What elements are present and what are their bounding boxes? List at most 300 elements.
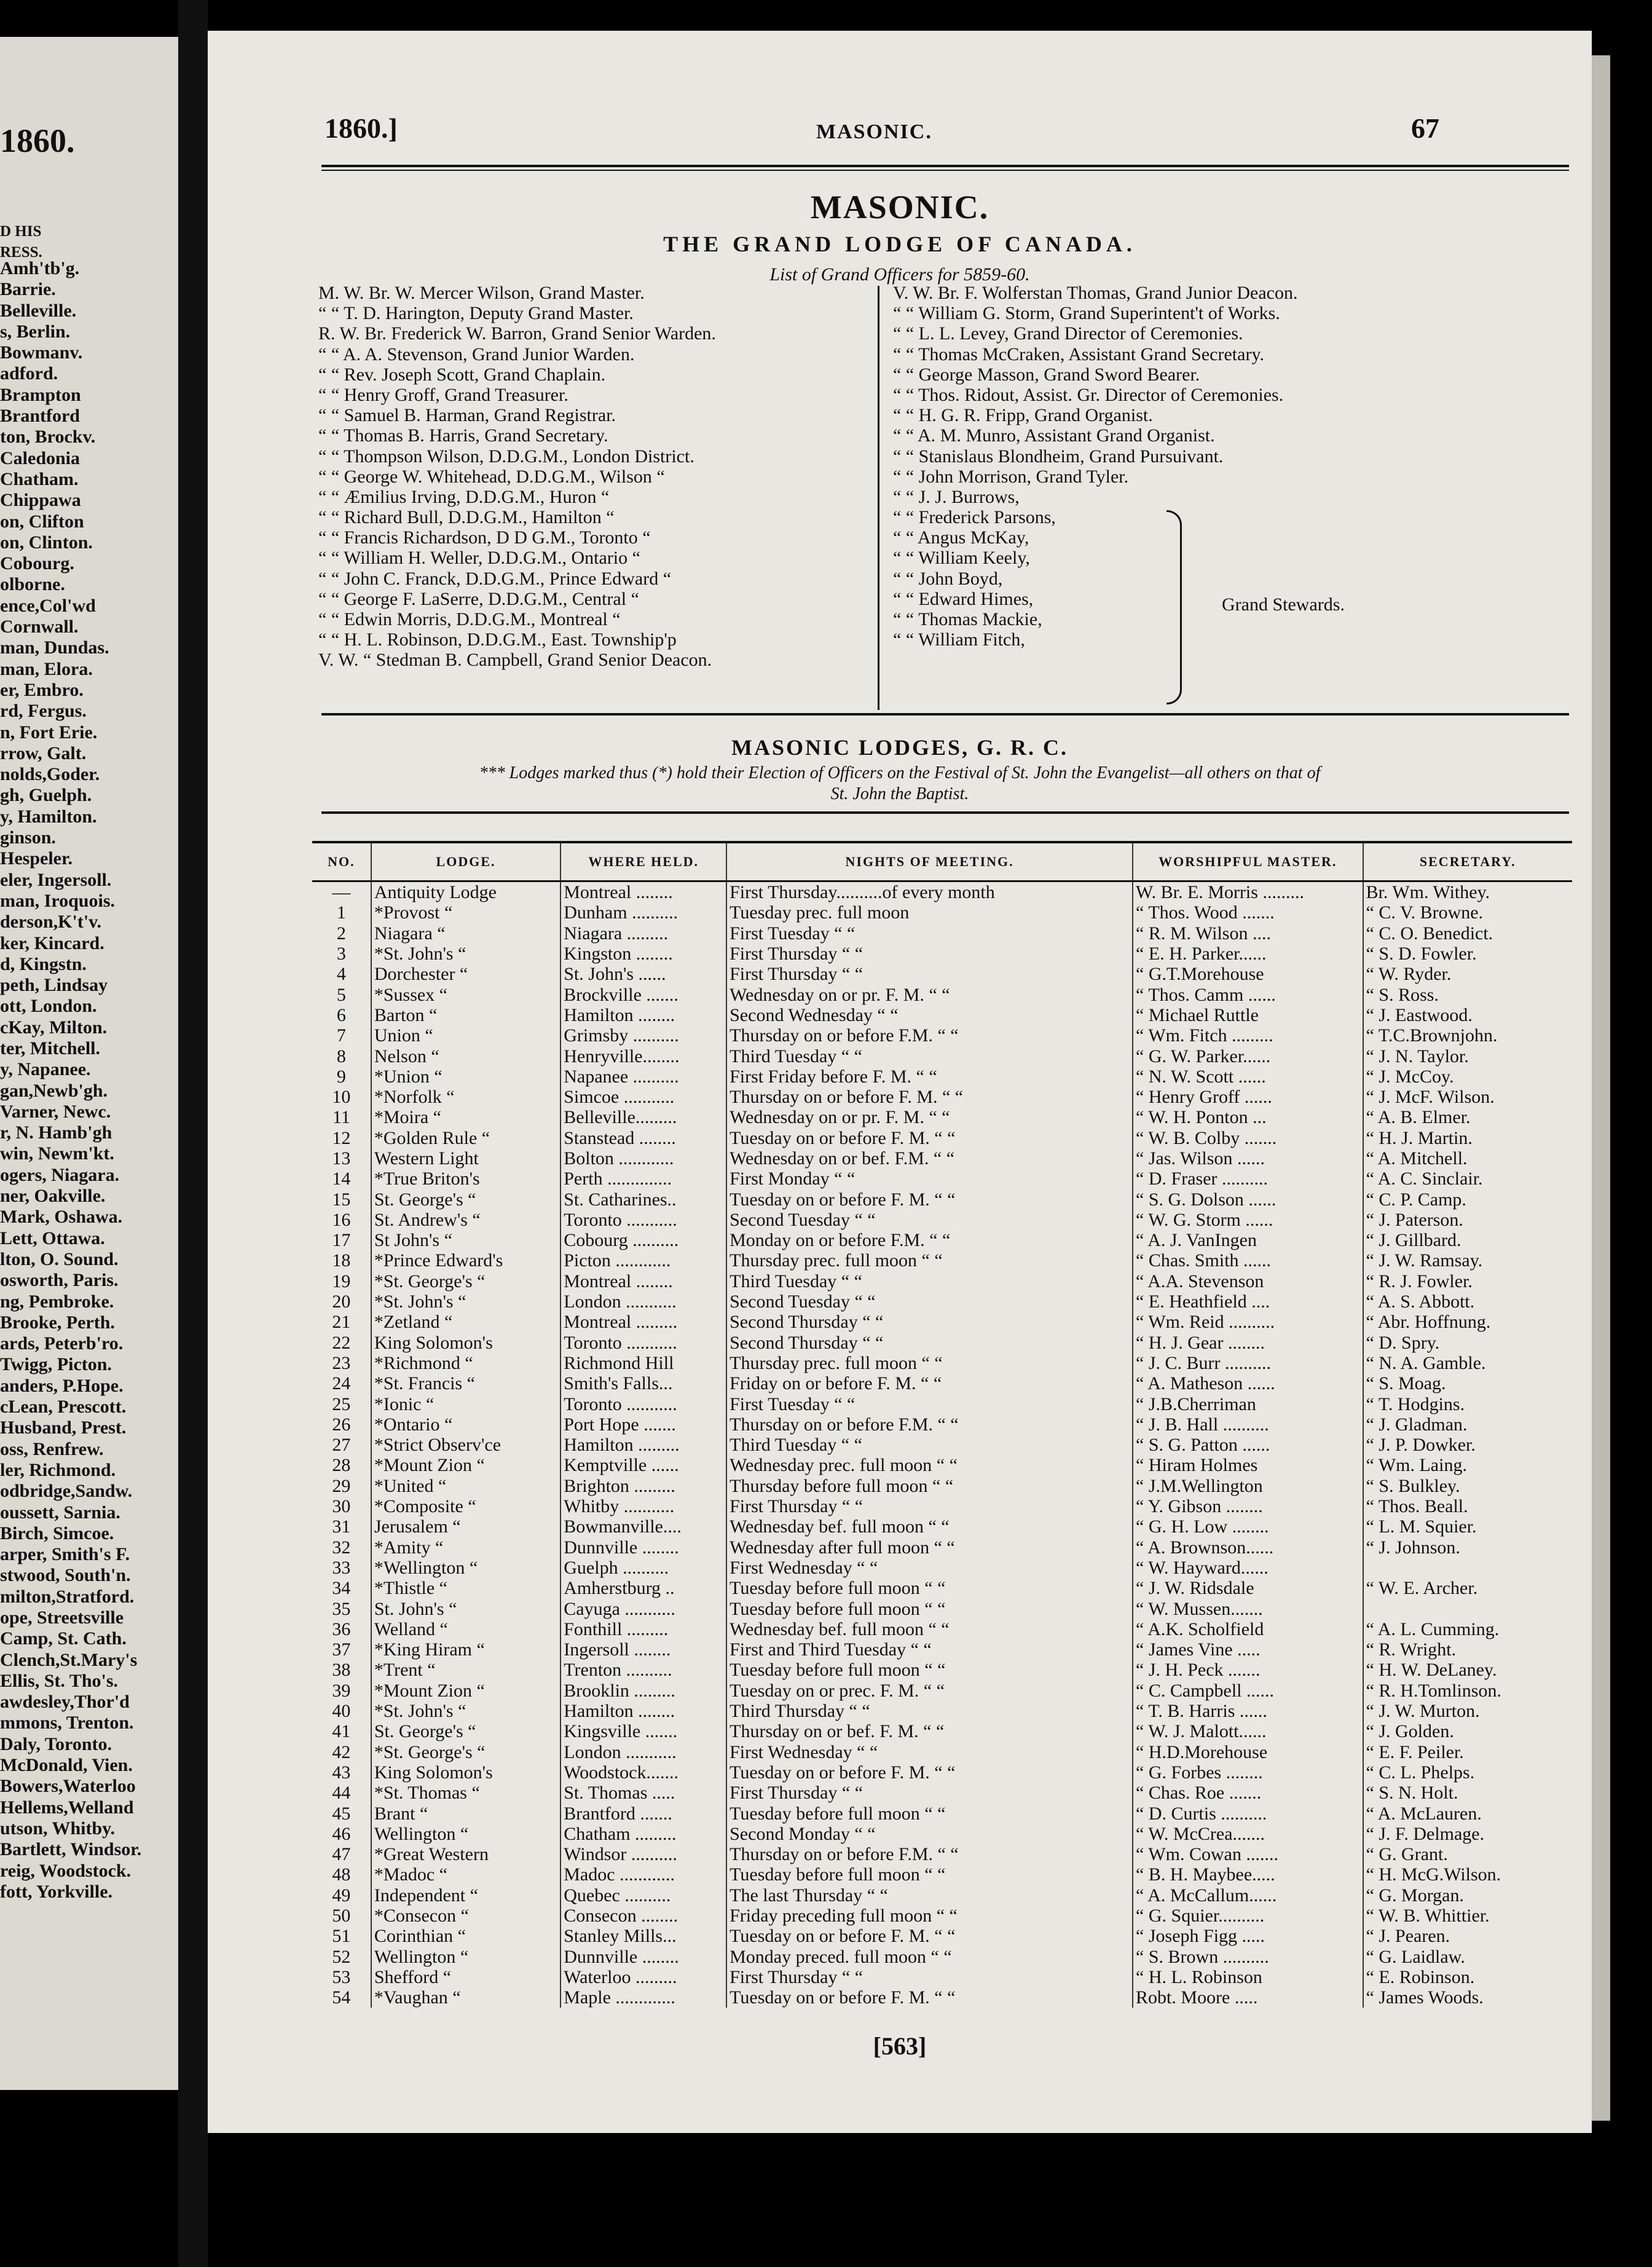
lodges-note: *** Lodges marked thus (*) hold their Election of Officers on the Festival of St. John the Evangelist—all others on that of (479, 763, 1321, 783)
lodge-secretary: “ A. L. Cumming. (1363, 1619, 1572, 1639)
lodge-number: 21 (332, 1312, 351, 1333)
lodge-master: “ J. B. Hall .......... (1133, 1414, 1363, 1435)
facing-page-row: Hespeler. (0, 848, 73, 869)
table-row (312, 1189, 1572, 1209)
lodge-meeting-night: Thursday prec. full moon “ “ (726, 1250, 1133, 1271)
page-subtitle: THE GRAND LODGE OF CANADA. (663, 232, 1136, 256)
book-page (208, 31, 1592, 2133)
lodge-number: 37 (332, 1639, 351, 1660)
lodge-location: Madoc ............ (560, 1864, 726, 1885)
lodge-meeting-night: Second Wednesday “ “ (726, 1005, 1133, 1025)
table-row (312, 1250, 1572, 1271)
grand-stewards-label: Grand Stewards. (1222, 594, 1345, 615)
officer-line: “ “ Thompson Wilson, D.D.G.M., London District. (318, 446, 694, 467)
lodge-location: Port Hope ....... (560, 1414, 726, 1435)
lodge-number: 33 (332, 1557, 351, 1578)
lodge-meeting-night: Wednesday on or pr. F. M. “ “ (726, 984, 1133, 1004)
lodge-name: Antiquity Lodge (371, 881, 560, 903)
table-row (312, 1312, 1572, 1332)
table-row (312, 1414, 1572, 1435)
lodge-number: 53 (332, 1966, 351, 1987)
facing-page-row: adford. (0, 363, 58, 384)
facing-page-row: cLean, Prescott. (0, 1397, 127, 1417)
lodge-location: Trenton .......... (560, 1660, 726, 1680)
lodge-meeting-night: Monday on or before F.M. “ “ (726, 1230, 1133, 1250)
table-row (312, 1598, 1572, 1618)
lodge-name: Dorchester “ (371, 964, 560, 984)
lodge-meeting-night: Tuesday on or before F. M. “ “ (726, 1128, 1133, 1148)
lodge-number: 3 (336, 944, 346, 964)
lodge-name: Jerusalem “ (371, 1516, 560, 1537)
lodge-master: “ G.T.Morehouse (1133, 964, 1363, 984)
table-header-row (312, 842, 1572, 881)
lodge-number: 8 (336, 1046, 346, 1066)
lodge-number: 12 (332, 1127, 351, 1148)
facing-page-row: Twigg, Picton. (0, 1354, 112, 1375)
lodge-master: “ Jas. Wilson ...... (1133, 1148, 1363, 1169)
facing-page-column (0, 258, 141, 1902)
facing-page-row: lton, O. Sound. (0, 1248, 119, 1269)
table-row (312, 984, 1572, 1004)
facing-page-row: y, Hamilton. (0, 806, 97, 827)
lodge-secretary: “ J. Pearen. (1363, 1926, 1572, 1946)
lodge-location: St. Thomas ..... (560, 1783, 726, 1803)
lodge-meeting-night: Third Tuesday “ “ (726, 1271, 1133, 1291)
facing-page-row: peth, Lindsay (0, 975, 108, 996)
facing-page-fragment (0, 37, 178, 2090)
lodge-secretary: “ J. Gillbard. (1363, 1230, 1572, 1250)
lodge-secretary: “ C. P. Camp. (1363, 1189, 1572, 1209)
lodge-secretary: “ James Woods. (1363, 1987, 1572, 2008)
table-top-rule (321, 811, 1569, 814)
lodge-number: 18 (332, 1250, 351, 1271)
facing-page-row: Brooke, Perth. (0, 1312, 115, 1333)
lodge-number: 45 (332, 1803, 351, 1824)
lodge-location: Toronto ........... (560, 1210, 726, 1230)
lodges-table (312, 841, 1572, 2008)
table-row (312, 1230, 1572, 1250)
facing-page-row: d, Kingstn. (0, 953, 87, 974)
running-head-title: MASONIC. (816, 120, 932, 143)
lodge-meeting-night: Third Tuesday “ “ (726, 1046, 1133, 1066)
lodge-name: *Composite “ (371, 1496, 560, 1516)
officers-list-left (318, 283, 716, 671)
facing-page-row: Clench,St.Mary's (0, 1649, 138, 1670)
lodge-location: London ........... (560, 1291, 726, 1312)
lodge-master: “ H. L. Robinson (1133, 1967, 1363, 1987)
header-secretary: SECRETARY. (1363, 842, 1572, 881)
lodge-master: “ Joseph Figg ..... (1133, 1926, 1363, 1946)
lodge-location: Niagara ......... (560, 923, 726, 944)
lodge-name: *Great Western (371, 1844, 560, 1864)
lodge-number: 16 (332, 1209, 351, 1230)
lodge-secretary (1363, 1598, 1572, 1618)
facing-page-row: er, Embro. (0, 679, 84, 700)
header-lodge: LODGE. (371, 842, 560, 881)
lodge-master: “ A.A. Stevenson (1133, 1271, 1363, 1291)
officer-line: “ “ Frederick Parsons, (893, 507, 1056, 528)
lodge-number: — (332, 882, 351, 903)
table-row (312, 923, 1572, 944)
lodge-name: Western Light (371, 1148, 560, 1169)
lodge-meeting-night: Thursday on or bef. F. M. “ “ (726, 1721, 1133, 1741)
facing-page-row: ner, Oakville. (0, 1186, 106, 1207)
facing-page-row: Brampton (0, 384, 81, 405)
lodge-secretary: “ W. B. Whittier. (1363, 1906, 1572, 1926)
lodge-location: Hamilton ......... (560, 1435, 726, 1455)
officer-line: “ “ William Keely, (893, 548, 1030, 569)
lodge-name: King Solomon's (371, 1762, 560, 1783)
lodge-location: Chatham ......... (560, 1824, 726, 1844)
officer-line: “ “ Angus McKay, (893, 527, 1029, 548)
lodge-number: 23 (332, 1352, 351, 1373)
lodge-meeting-night: Friday preceding full moon “ “ (726, 1906, 1133, 1926)
table-row (312, 1046, 1572, 1066)
header-rule (321, 165, 1569, 167)
lodge-secretary: “ Abr. Hoffnung. (1363, 1312, 1572, 1332)
lodge-master: “ G. H. Low ........ (1133, 1516, 1363, 1537)
lodges-table-body (312, 881, 1572, 2008)
lodge-meeting-night: Thursday on or before F.M. “ “ (726, 1414, 1133, 1435)
lodge-secretary: “ E. F. Peiler. (1363, 1741, 1572, 1762)
lodge-location: Montreal ......... (560, 1312, 726, 1332)
lodge-location: Dunham .......... (560, 902, 726, 923)
lodge-secretary: “ S. Bulkley. (1363, 1476, 1572, 1496)
lodge-number: 19 (332, 1271, 351, 1291)
lodge-name: Welland “ (371, 1619, 560, 1639)
lodge-location: Amherstburg .. (560, 1578, 726, 1598)
officer-line: “ “ T. D. Harington, Deputy Grand Master. (318, 303, 634, 324)
lodge-number: 49 (332, 1885, 351, 1906)
lodge-meeting-night: Monday preced. full moon “ “ (726, 1946, 1133, 1966)
facing-page-row: gh, Guelph. (0, 785, 92, 806)
table-row (312, 1639, 1572, 1660)
lodge-master: “ W. G. Storm ...... (1133, 1210, 1363, 1230)
lodge-master: “ W. Hayward...... (1133, 1558, 1363, 1578)
officer-line: “ “ Edward Himes, (893, 588, 1034, 609)
lodge-location: Cayuga ........... (560, 1598, 726, 1618)
lodge-name: St. George's “ (371, 1189, 560, 1209)
officer-line: “ “ H. L. Robinson, D.D.G.M., East. Township'p (318, 629, 677, 650)
lodge-secretary: “ J. P. Dowker. (1363, 1435, 1572, 1455)
lodge-master: “ G. Squier.......... (1133, 1906, 1363, 1926)
lodge-name: *Provost “ (371, 902, 560, 923)
lodge-name: *Zetland “ (371, 1312, 560, 1332)
table-row (312, 1394, 1572, 1414)
lodge-location: Toronto ........... (560, 1333, 726, 1353)
lodge-name: *St. John's “ (371, 1291, 560, 1312)
lodge-name: *Vaughan “ (371, 1987, 560, 2008)
lodge-master: Robt. Moore ..... (1133, 1987, 1363, 2008)
lodge-master: “ H. J. Gear ........ (1133, 1333, 1363, 1353)
lodge-master: “ C. Campbell ...... (1133, 1681, 1363, 1701)
lodge-meeting-night: First Thursday “ “ (726, 944, 1133, 964)
lodge-meeting-night: Wednesday on or bef. F.M. “ “ (726, 1148, 1133, 1169)
lodge-secretary: “ J. W. Murton. (1363, 1701, 1572, 1721)
lodge-name: *Prince Edward's (371, 1250, 560, 1271)
table-row (312, 1455, 1572, 1475)
lodge-master: “ Thos. Camm ...... (1133, 984, 1363, 1004)
facing-page-row: Cornwall. (0, 617, 79, 637)
lodge-location: Guelph .......... (560, 1558, 726, 1578)
lodge-meeting-night: First Tuesday “ “ (726, 1394, 1133, 1414)
lodge-master: “ A. Matheson ...... (1133, 1373, 1363, 1394)
header-no: NO. (312, 842, 371, 881)
facing-page-row: eler, Ingersoll. (0, 869, 112, 890)
lodge-name: *Richmond “ (371, 1353, 560, 1373)
facing-page-row: Bowmanv. (0, 342, 83, 363)
lodge-name: *Golden Rule “ (371, 1128, 560, 1148)
lodge-master: “ E. H. Parker...... (1133, 944, 1363, 964)
lodge-location: St. Catharines.. (560, 1189, 726, 1209)
lodge-number: 1 (336, 902, 346, 923)
facing-page-row: Bartlett, Windsor. (0, 1839, 142, 1860)
lodge-master: “ A. J. VanIngen (1133, 1230, 1363, 1250)
lodge-name: *Union “ (371, 1066, 560, 1087)
officer-line: “ “ Rev. Joseph Scott, Grand Chaplain. (318, 364, 606, 385)
lodge-master: “ S. Brown .......... (1133, 1946, 1363, 1966)
lodge-number: 11 (332, 1107, 350, 1128)
table-row (312, 1906, 1572, 1926)
lodge-location: St. John's ...... (560, 964, 726, 984)
facing-page-row: utson, Whitby. (0, 1818, 116, 1839)
table-row (312, 1987, 1572, 2008)
lodge-secretary: “ C. L. Phelps. (1363, 1762, 1572, 1783)
lodge-secretary: “ W. Ryder. (1363, 964, 1572, 984)
table-row (312, 1537, 1572, 1558)
lodge-meeting-night: First Thursday..........of every month (726, 881, 1133, 903)
lodge-name: King Solomon's (371, 1333, 560, 1353)
lodge-number: 20 (332, 1291, 351, 1312)
table-row (312, 1946, 1572, 1966)
table-row (312, 1107, 1572, 1127)
table-row (312, 1578, 1572, 1598)
officer-line: “ “ A. A. Stevenson, Grand Junior Warden. (318, 344, 635, 365)
lodge-name: *Mount Zion “ (371, 1455, 560, 1475)
facing-page-row: on, Clifton (0, 511, 84, 532)
lodge-master: “ J.M.Wellington (1133, 1476, 1363, 1496)
facing-page-row: man, Dundas. (0, 637, 109, 658)
facing-page-row: win, Newm'kt. (0, 1143, 114, 1164)
lodge-secretary: “ R. H.Tomlinson. (1363, 1681, 1572, 1701)
stewards-brace (1166, 510, 1182, 704)
folio-number: [563] (873, 2032, 927, 2060)
lodge-number: 7 (336, 1025, 346, 1046)
officer-line: “ “ Francis Richardson, D D G.M., Toronto “ (318, 527, 651, 548)
lodge-number: 26 (332, 1414, 351, 1435)
lodge-name: St John's “ (371, 1230, 560, 1250)
facing-page-row: Amh'tb'g. (0, 258, 80, 278)
lodge-location: Brooklin ......... (560, 1681, 726, 1701)
table-row (312, 1967, 1572, 1987)
facing-page-row: man, Iroquois. (0, 890, 116, 911)
lodge-location: Montreal ........ (560, 1271, 726, 1291)
lodge-secretary: “ J. N. Taylor. (1363, 1046, 1572, 1066)
lodge-location: Hamilton ........ (560, 1701, 726, 1721)
facing-heading-line: D HIS (0, 223, 42, 240)
lodge-secretary: “ E. Robinson. (1363, 1967, 1572, 1987)
lodge-master: “ Hiram Holmes (1133, 1455, 1363, 1475)
lodge-number: 41 (332, 1721, 351, 1742)
lodge-secretary: “ A. McLauren. (1363, 1803, 1572, 1823)
facing-page-row: ler, Richmond. (0, 1459, 116, 1480)
lodge-location: Kingsville ....... (560, 1721, 726, 1741)
lodge-master: “ A. Brownson...... (1133, 1537, 1363, 1558)
lodge-name: Nelson “ (371, 1046, 560, 1066)
lodge-secretary: “ C. O. Benedict. (1363, 923, 1572, 944)
lodge-number: 30 (332, 1496, 351, 1517)
facing-page-row: ogers, Niagara. (0, 1164, 120, 1185)
lodge-name: St. John's “ (371, 1598, 560, 1618)
lodge-master: “ A.K. Scholfield (1133, 1619, 1363, 1639)
lodge-name: *St. George's “ (371, 1271, 560, 1291)
lodge-location: Toronto ........... (560, 1394, 726, 1414)
facing-page-year: 1860. (0, 122, 75, 159)
facing-page-row: awdesley,Thor'd (0, 1692, 130, 1713)
lodge-meeting-night: First Wednesday “ “ (726, 1558, 1133, 1578)
lodge-meeting-night: First Wednesday “ “ (726, 1741, 1133, 1762)
lodge-secretary: “ S. N. Holt. (1363, 1783, 1572, 1803)
lodge-name: *Ontario “ (371, 1414, 560, 1435)
lodge-secretary: “ G. Morgan. (1363, 1885, 1572, 1906)
lodge-name: *St. Thomas “ (371, 1783, 560, 1803)
facing-page-row: milton,Stratford. (0, 1586, 135, 1607)
lodge-master: “ D. Fraser .......... (1133, 1169, 1363, 1189)
lodge-location: Dunnville ........ (560, 1537, 726, 1558)
table-row (312, 1681, 1572, 1701)
officer-line: “ “ William H. Weller, D.D.G.M., Ontario “ (318, 548, 640, 569)
lodge-meeting-night: First Friday before F. M. “ “ (726, 1066, 1133, 1087)
table-row (312, 1476, 1572, 1496)
table-row (312, 1701, 1572, 1721)
lodge-master: “ Henry Groff ...... (1133, 1087, 1363, 1107)
lodge-secretary: “ J. McF. Wilson. (1363, 1087, 1572, 1107)
facing-page-row: arper, Smith's F. (0, 1544, 130, 1565)
lodge-number: 40 (332, 1701, 351, 1722)
officer-line: “ “ John Boyd, (893, 568, 1003, 589)
facing-page-row: Caledonia (0, 447, 81, 468)
lodge-location: Hamilton ........ (560, 1005, 726, 1025)
table-row (312, 1885, 1572, 1906)
lodge-master: W. Br. E. Morris ......... (1133, 881, 1363, 903)
lodge-meeting-night: Tuesday on or before F. M. “ “ (726, 1189, 1133, 1209)
header-where: WHERE HELD. (560, 842, 726, 881)
facing-page-row: Birch, Simcoe. (0, 1523, 114, 1544)
lodge-number: 14 (332, 1169, 351, 1189)
lodge-location: Brantford ....... (560, 1803, 726, 1823)
officer-line: “ “ Thos. Ridout, Assist. Gr. Director of Ceremonies. (893, 384, 1284, 405)
lodge-secretary: “ R. Wright. (1363, 1639, 1572, 1660)
lodge-number: 10 (332, 1087, 351, 1108)
table-row (312, 1619, 1572, 1639)
lodge-number: 44 (332, 1783, 351, 1804)
lodge-master: “ Y. Gibson ........ (1133, 1496, 1363, 1516)
lodge-secretary: “ R. J. Fowler. (1363, 1271, 1572, 1291)
lodge-location: Ingersoll ........ (560, 1639, 726, 1660)
lodge-master: “ G. Forbes ........ (1133, 1762, 1363, 1783)
officer-line: “ “ Richard Bull, D.D.G.M., Hamilton “ (318, 507, 615, 528)
lodge-secretary: “ J. Golden. (1363, 1721, 1572, 1741)
facing-page-row: ton, Brockv. (0, 427, 96, 447)
lodge-name: Brant “ (371, 1803, 560, 1823)
lodge-location: Dunnville ........ (560, 1946, 726, 1966)
table-row (312, 1353, 1572, 1373)
lodge-secretary: “ J. Paterson. (1363, 1210, 1572, 1230)
facing-page-row: cKay, Milton. (0, 1017, 108, 1038)
lodge-location: Kingston ........ (560, 944, 726, 964)
lodge-number: 35 (332, 1598, 351, 1619)
officer-line: M. W. Br. W. Mercer Wilson, Grand Master. (318, 283, 645, 303)
lodge-master: “ James Vine ..... (1133, 1639, 1363, 1660)
lodge-name: Corinthian “ (371, 1926, 560, 1946)
lodge-number: 15 (332, 1189, 351, 1210)
table-row (312, 1824, 1572, 1844)
officers-caption: List of Grand Officers for 5859-60. (769, 264, 1030, 285)
officer-line: “ “ Thomas McCraken, Assistant Grand Secretary. (893, 344, 1264, 365)
officers-divider (878, 286, 879, 710)
lodge-name: *Consecon “ (371, 1906, 560, 1926)
lodges-heading: MASONIC LODGES, G. R. C. (731, 735, 1069, 760)
facing-page-row: Husband, Prest. (0, 1417, 127, 1438)
lodge-master: “ W. H. Ponton ... (1133, 1107, 1363, 1127)
lodge-location: Bowmanville.... (560, 1516, 726, 1537)
lodge-secretary: “ C. V. Browne. (1363, 902, 1572, 923)
lodge-name: Niagara “ (371, 923, 560, 944)
lodge-meeting-night: Second Monday “ “ (726, 1824, 1133, 1844)
facing-page-row: ter, Mitchell. (0, 1038, 100, 1059)
table-row (312, 1741, 1572, 1762)
lodge-name: Barton “ (371, 1005, 560, 1025)
lodge-name: *Strict Observ'ce (371, 1435, 560, 1455)
table-row (312, 881, 1572, 903)
lodge-secretary: “ G. Grant. (1363, 1844, 1572, 1864)
officer-line: V. W. “ Stedman B. Campbell, Grand Senior Deacon. (318, 650, 712, 671)
lodge-number: 22 (332, 1332, 351, 1353)
lodge-number: 36 (332, 1618, 351, 1639)
lodge-name: *St. John's “ (371, 944, 560, 964)
facing-page-row: stwood, South'n. (0, 1565, 131, 1586)
lodge-name: *King Hiram “ (371, 1639, 560, 1660)
officer-line: R. W. Br. Frederick W. Barron, Grand Senior Warden. (318, 323, 716, 344)
facing-page-row: reig, Woodstock. (0, 1860, 132, 1881)
lodge-location: Whitby ........... (560, 1496, 726, 1516)
facing-page-row: y, Napanee. (0, 1059, 91, 1080)
facing-page-row: Varner, Newc. (0, 1101, 111, 1122)
lodge-number: 32 (332, 1537, 351, 1558)
lodge-location: Montreal ........ (560, 881, 726, 903)
lodge-meeting-night: Thursday on or before F. M. “ “ (726, 1087, 1133, 1107)
facing-page-row: oss, Renfrew. (0, 1438, 104, 1459)
lodge-name: Shefford “ (371, 1967, 560, 1987)
lodge-meeting-night: Wednesday bef. full moon “ “ (726, 1619, 1133, 1639)
table-row (312, 1435, 1572, 1455)
lodge-meeting-night: Tuesday on or prec. F. M. “ “ (726, 1681, 1133, 1701)
lodge-secretary: “ A. C. Sinclair. (1363, 1169, 1572, 1189)
lodge-location: Richmond Hill (560, 1353, 726, 1373)
lodge-secretary (1363, 1558, 1572, 1578)
lodge-number: 54 (332, 1987, 351, 2008)
lodge-name: *United “ (371, 1476, 560, 1496)
lodge-secretary: “ H. J. Martin. (1363, 1128, 1572, 1148)
lodge-name: St. Andrew's “ (371, 1210, 560, 1230)
facing-page-row: Barrie. (0, 279, 56, 300)
lodge-meeting-night: Thursday on or before F.M. “ “ (726, 1844, 1133, 1864)
lodge-name: *Sussex “ (371, 984, 560, 1004)
lodge-name: Union “ (371, 1025, 560, 1046)
running-head-year: 1860.] (324, 112, 398, 144)
lodge-master: “ Michael Ruttle (1133, 1005, 1363, 1025)
lodge-name: St. George's “ (371, 1721, 560, 1741)
